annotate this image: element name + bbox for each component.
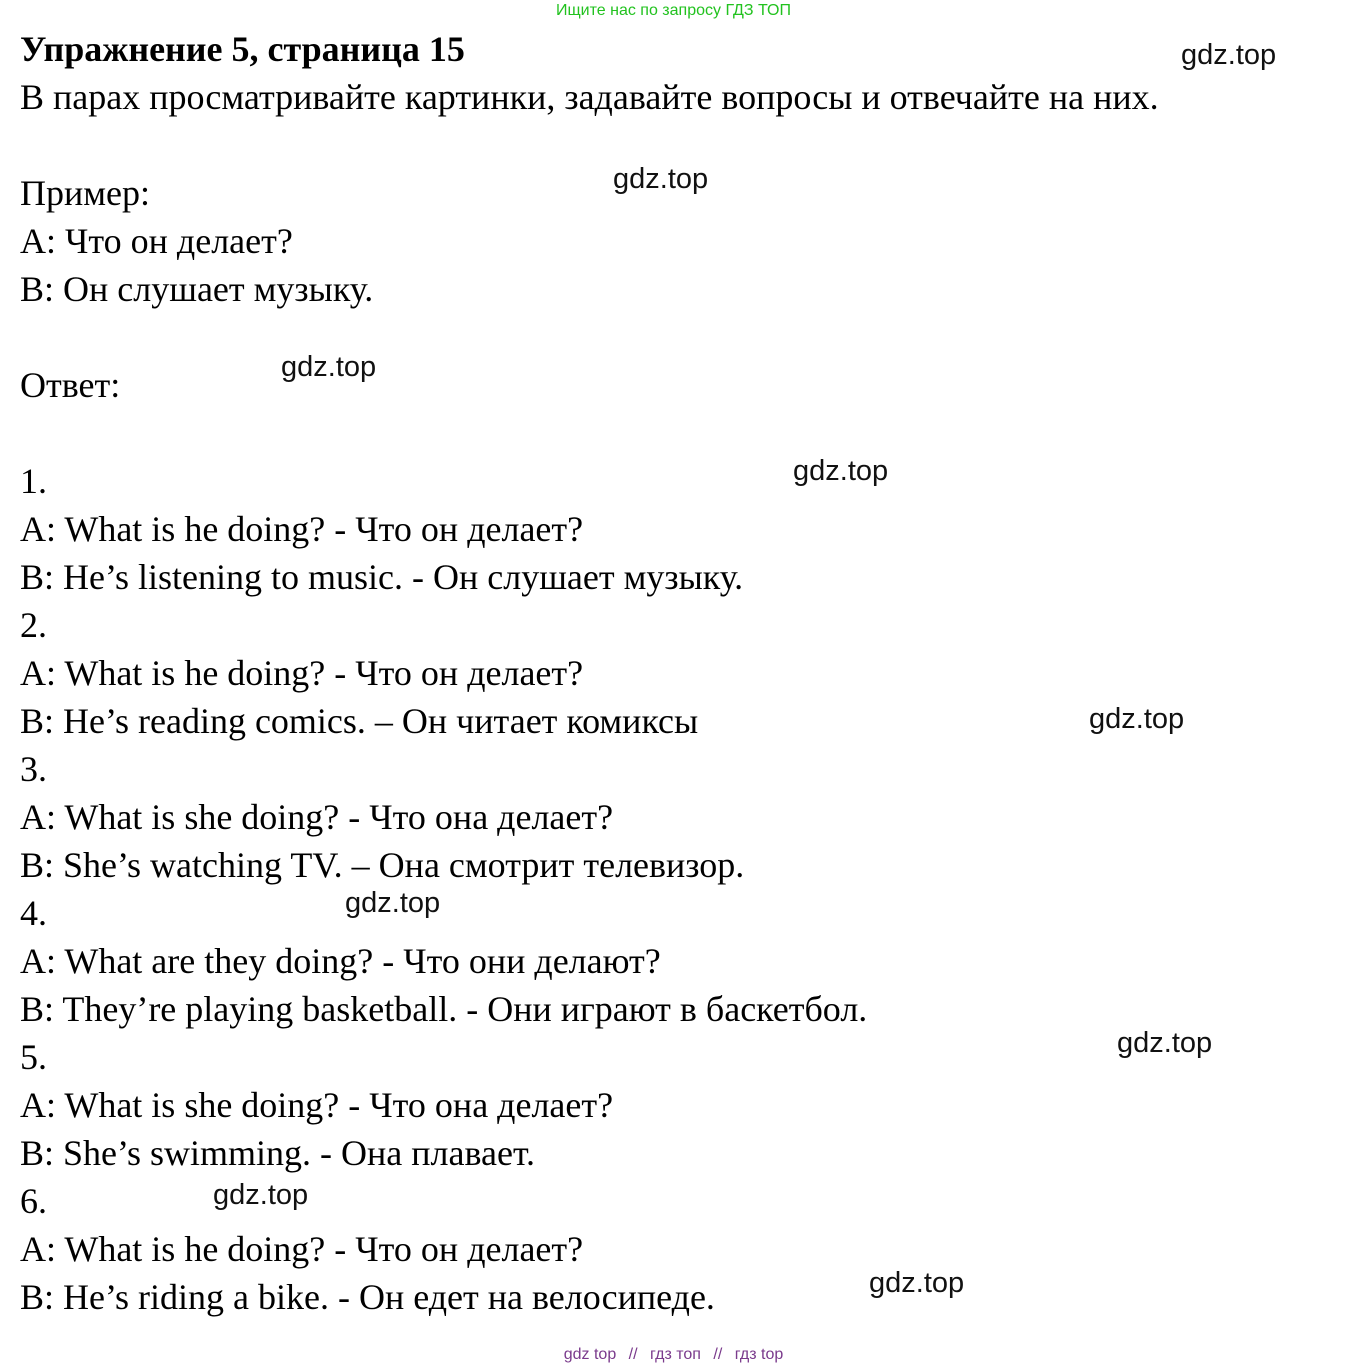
example-answer: B: Он слушает музыку. [20, 269, 374, 309]
answer-label: Ответ: [20, 365, 121, 405]
watermark: gdz.top [1181, 39, 1277, 71]
answer-2-reply: B: He’s reading comics. – Он читает комиксы [20, 701, 699, 741]
watermark: gdz.top [1117, 1027, 1213, 1059]
footer-separator: // [713, 1346, 723, 1363]
answer-6-reply: B: He’s riding a bike. - Он едет на велосипеде. [20, 1277, 715, 1317]
watermark: gdz.top [793, 455, 889, 487]
answer-2-question: A: What is he doing? - Что он делает? [20, 653, 584, 693]
footer-link-gdz-top[interactable]: gdz top [563, 1346, 617, 1363]
footer-link-gdz-top-ru[interactable]: гдз топ [650, 1346, 701, 1363]
answer-1-number: 1. [20, 461, 47, 501]
page-title: Упражнение 5, страница 15 [20, 29, 465, 69]
instruction-text: В парах просматривайте картинки, задавайте вопросы и отвечайте на них. [20, 77, 1159, 117]
footer-link-gdz-top-mixed[interactable]: гдз top [734, 1346, 784, 1363]
watermark: gdz.top [869, 1267, 965, 1299]
watermark: gdz.top [1089, 703, 1185, 735]
answer-1-reply: B: He’s listening to music. - Он слушает музыку. [20, 557, 744, 597]
answer-4-number: 4. [20, 893, 47, 933]
watermark: gdz.top [613, 163, 709, 195]
example-question: A: Что он делает? [20, 221, 293, 261]
watermark: gdz.top [281, 351, 377, 383]
answer-6-number: 6. [20, 1181, 47, 1221]
answer-3-question: A: What is she doing? - Что она делает? [20, 797, 614, 837]
answer-1-question: A: What is he doing? - Что он делает? [20, 509, 584, 549]
answer-4-question: A: What are they doing? - Что они делают? [20, 941, 661, 981]
answer-3-reply: B: She’s watching TV. – Она смотрит телевизор. [20, 845, 745, 885]
answer-2-number: 2. [20, 605, 47, 645]
watermark: gdz.top [345, 887, 441, 919]
answer-6-question: A: What is he doing? - Что он делает? [20, 1229, 584, 1269]
footer-separator: // [628, 1346, 638, 1363]
example-label: Пример: [20, 173, 151, 213]
answer-5-question: A: What is she doing? - Что она делает? [20, 1085, 614, 1125]
watermark: gdz.top [213, 1179, 309, 1211]
answer-3-number: 3. [20, 749, 47, 789]
top-banner[interactable]: Ищите нас по запросу ГДЗ ТОП [556, 2, 791, 19]
answer-5-reply: B: She’s swimming. - Она плавает. [20, 1133, 535, 1173]
answer-5-number: 5. [20, 1037, 47, 1077]
answer-4-reply: B: They’re playing basketball. - Они играют в баскетбол. [20, 989, 868, 1029]
footer-links [0, 1345, 1347, 1365]
